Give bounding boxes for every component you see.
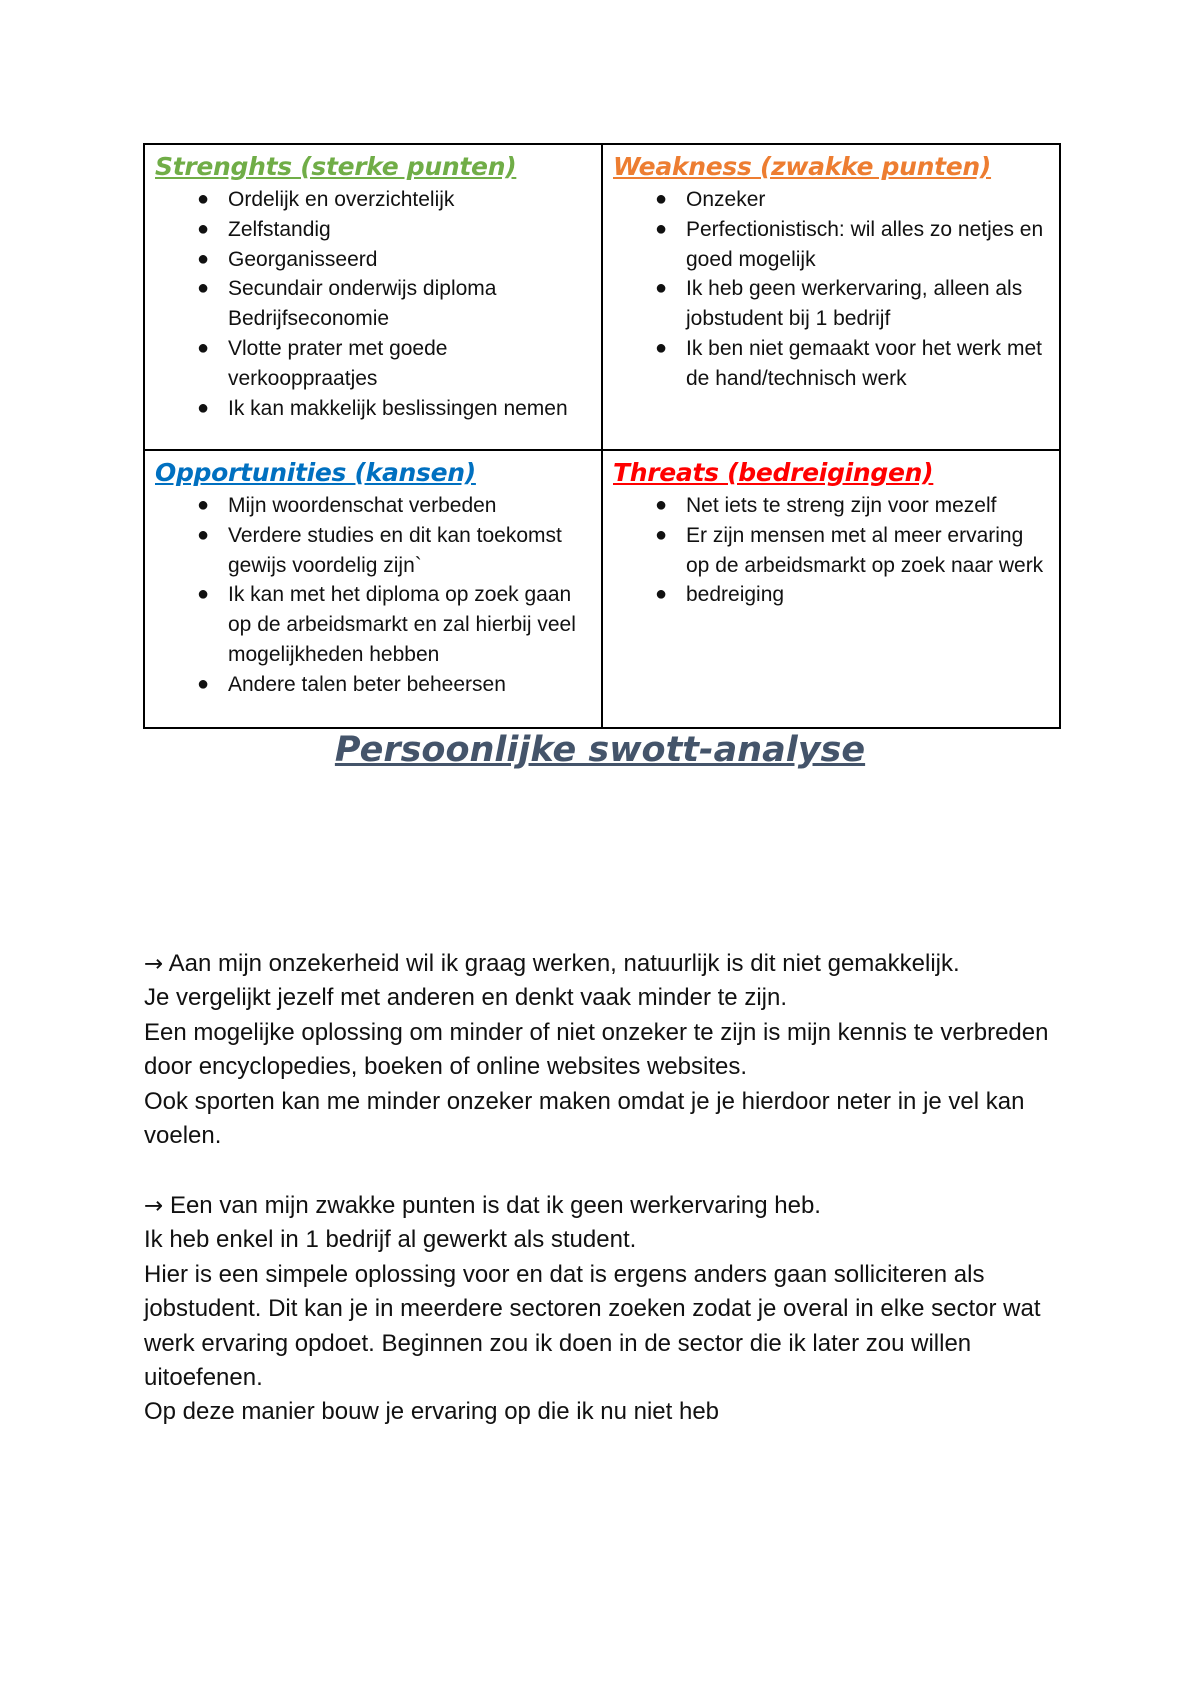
- list-item: [155, 215, 591, 245]
- paragraph-line: Ook sporten kan me minder onzeker maken omdat je je hierdoor neter in je vel kan voelen.: [144, 1087, 1025, 1150]
- bullet-icon: ●: [655, 217, 668, 240]
- list-item-text: bedreiging: [686, 583, 785, 607]
- list-item: [155, 491, 591, 521]
- paragraph-text: Een van mijn zwakke punten is dat ik geen werkervaring heb.: [163, 1192, 821, 1219]
- opportunities-quadrant: [144, 450, 602, 728]
- list-item-text: Net iets te streng zijn voor mezelf: [686, 494, 997, 517]
- list-item-text: Onzeker: [686, 188, 766, 211]
- list-item: [613, 521, 1049, 581]
- list-item-text: Verdere studies en dit kan toekomst gewijs voordelig zijn`: [228, 523, 562, 577]
- list-item-text: Andere talen beter beheersen: [228, 672, 506, 696]
- bullet-icon: ●: [197, 217, 210, 240]
- list-item-text: Ik ben niet gemaakt voor het werk met de hand/technisch werk: [686, 336, 1043, 390]
- bullet-icon: ●: [197, 336, 210, 359]
- list-item-text: Georganisseerd: [228, 247, 378, 271]
- weaknesses-title: Weakness (zwakke punten): [613, 152, 992, 181]
- list-item-text: Er zijn mensen met al meer ervaring op de arbeidsmarkt op zoek naar werk: [686, 523, 1044, 577]
- opportunities-title: Opportunities (kansen): [155, 458, 476, 487]
- bullet-icon: ●: [655, 583, 668, 606]
- bullet-icon: ●: [655, 494, 668, 516]
- bullet-icon: ●: [197, 494, 210, 516]
- bullet-icon: ●: [197, 277, 210, 300]
- bullet-icon: ●: [655, 336, 668, 359]
- paragraph-block-experience: [144, 1189, 1074, 1430]
- list-item: [155, 274, 591, 334]
- paragraph-block-insecurity: [144, 947, 1074, 1153]
- list-item: [155, 185, 591, 215]
- paragraph-line: [144, 1189, 1074, 1223]
- list-item: [613, 491, 1049, 521]
- paragraph-line: Een mogelijke oplossing om minder of niet onzeker te zijn is mijn kennis te verbreden door encyclopedies, boeken of online websites websites.: [144, 1018, 1049, 1081]
- list-item: [155, 334, 591, 394]
- threats-list: [613, 491, 1049, 610]
- list-item-text: Ik heb geen werkervaring, alleen als jobstudent bij 1 bedrijf: [686, 277, 1023, 331]
- list-item: [155, 245, 591, 275]
- list-item-text: Zelfstandig: [228, 217, 331, 241]
- list-item-text: Mijn woordenschat verbeden: [228, 494, 497, 517]
- paragraph-text: Aan mijn onzekerheid wil ik graag werken, natuurlijk is dit niet gemakkelijk.: [163, 950, 960, 977]
- list-item: [155, 394, 591, 424]
- weaknesses-quadrant: [602, 144, 1060, 450]
- paragraph-line: Hier is een simpele oplossing voor en dat is ergens anders gaan solliciteren als jobstudent. Dit kan je in meerdere sectoren zoeken zodat je overal in elke sector wat werk ervaring opdoet. Beginnen zou ik doen in de sector die ik later zou willen uitoefenen.: [144, 1260, 1041, 1392]
- list-item: [613, 185, 1049, 215]
- bullet-icon: ●: [655, 523, 668, 546]
- bullet-icon: ●: [197, 583, 210, 606]
- list-item-text: Ik kan makkelijk beslissingen nemen: [228, 396, 568, 420]
- bullet-icon: ●: [197, 396, 210, 419]
- list-item-text: Perfectionistisch: wil alles zo netjes en goed mogelijk: [686, 217, 1044, 271]
- swot-row-top: [144, 144, 1060, 450]
- list-item-text: Ordelijk en overzichtelijk: [228, 188, 455, 211]
- list-item: [613, 215, 1049, 275]
- list-item: [613, 580, 1049, 610]
- paragraph-line: Je vergelijkt jezelf met anderen en denkt vaak minder te zijn.: [144, 984, 787, 1012]
- bullet-icon: ●: [655, 188, 668, 210]
- bullet-icon: ●: [197, 247, 210, 270]
- list-item-text: Vlotte prater met goede verkooppraatjes: [228, 336, 448, 390]
- list-item-text: Secundair onderwijs diploma Bedrijfseconomie: [228, 277, 497, 331]
- list-item-text: Ik kan met het diploma op zoek gaan op de arbeidsmarkt en zal hierbij veel mogelijkheden hebben: [228, 583, 576, 666]
- swot-row-bottom: [144, 450, 1060, 728]
- list-item: [155, 670, 591, 700]
- strengths-title: Strenghts (sterke punten): [155, 152, 517, 181]
- bullet-icon: ●: [197, 523, 210, 546]
- document-title: Persoonlijke swott-analyse: [334, 730, 866, 770]
- bullet-icon: ●: [655, 277, 668, 300]
- swot-table: [143, 143, 1061, 729]
- paragraph-line: Op deze manier bouw je ervaring op die ik nu niet heb: [144, 1398, 720, 1426]
- arrow-right-icon: →: [144, 1193, 164, 1219]
- weaknesses-list: [613, 185, 1049, 394]
- paragraph-line: Ik heb enkel in 1 bedrijf al gewerkt als student.: [144, 1226, 637, 1254]
- bullet-icon: ●: [197, 188, 210, 210]
- list-item: [155, 580, 591, 669]
- list-item: [155, 521, 591, 581]
- opportunities-list: [155, 491, 591, 700]
- strengths-list: [155, 185, 591, 423]
- threats-title: Threats (bedreigingen): [613, 458, 934, 487]
- bullet-icon: ●: [197, 672, 210, 695]
- list-item: [613, 274, 1049, 334]
- threats-quadrant: [602, 450, 1060, 728]
- list-item: [613, 334, 1049, 394]
- strengths-quadrant: [144, 144, 602, 450]
- arrow-right-icon: →: [144, 951, 164, 977]
- paragraph-line: [144, 947, 1074, 981]
